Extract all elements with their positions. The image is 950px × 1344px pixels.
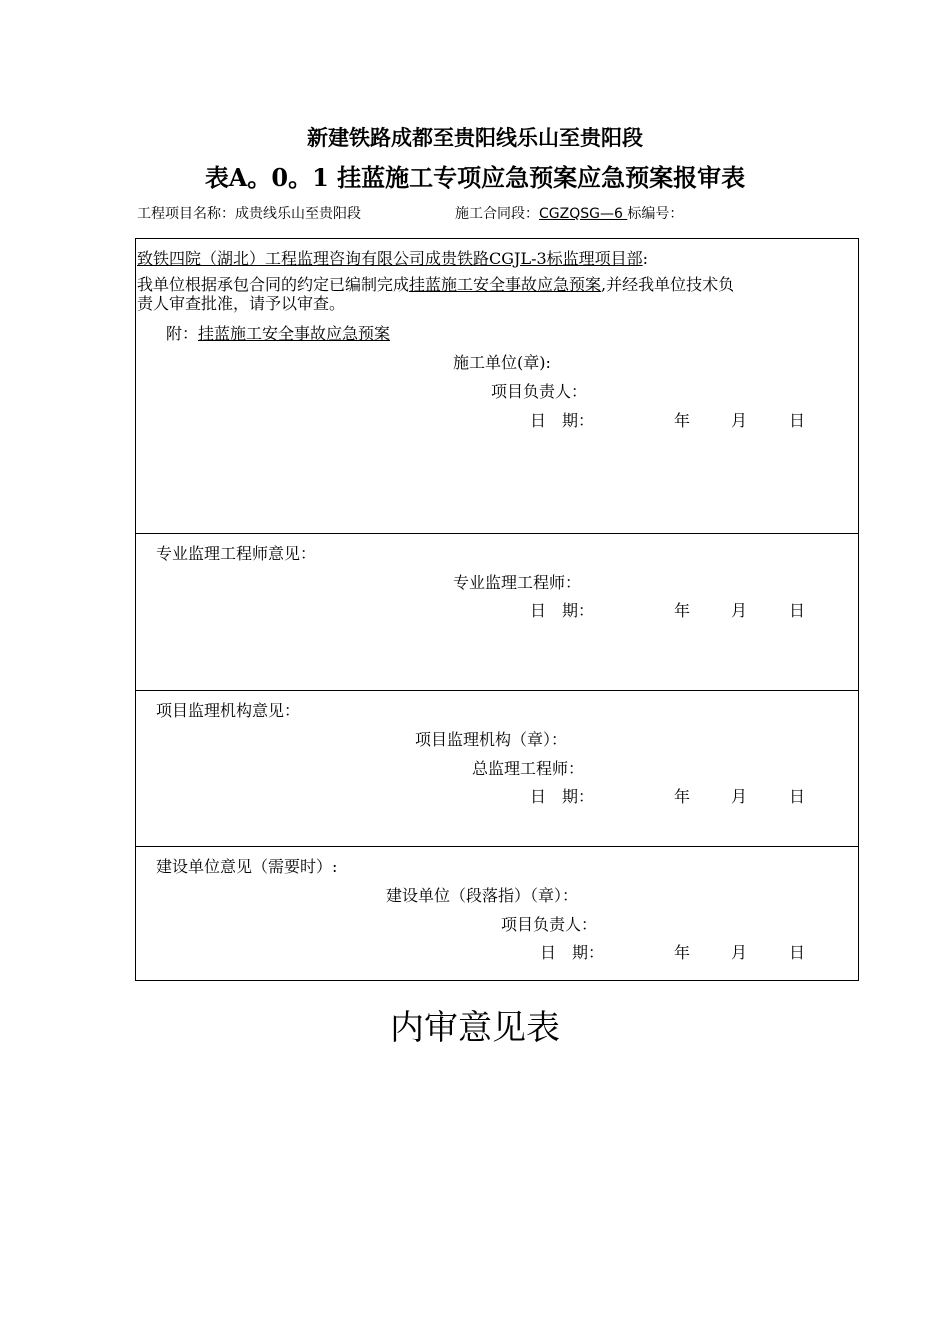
- date-year: 年: [674, 943, 691, 962]
- attachment: 附：挂蓝施工安全事故应急预案: [166, 324, 391, 343]
- date-month: 月: [731, 943, 748, 962]
- date-day: 日: [789, 411, 806, 430]
- divider-3: [135, 846, 859, 847]
- engineer-opinion-heading: 专业监理工程师意见：: [156, 544, 317, 563]
- owner-project-leader: 项目负责人：: [501, 915, 598, 934]
- owner-opinion-heading: 建设单位意见（需要时）:: [156, 857, 338, 876]
- internal-review-title: 内审意见表: [390, 1008, 560, 1048]
- supervision-opinion-heading: 项目监理机构意见：: [156, 701, 301, 720]
- project-leader: 项目负责人：: [491, 382, 588, 401]
- contract-value: CGZQSG—6: [539, 206, 628, 222]
- date-label: 日 期：: [530, 601, 595, 620]
- chief-engineer: 总监理工程师：: [472, 759, 585, 778]
- divider-1: [135, 533, 859, 534]
- construction-unit-seal: 施工单位(章):: [453, 353, 551, 372]
- owner-unit-seal: 建设单位（段落指）（章）：: [386, 886, 579, 905]
- contract-section: [455, 203, 683, 223]
- date-label: 日 期：: [530, 787, 595, 806]
- date-day: 日: [789, 943, 806, 962]
- submission-body-line1: 我单位根据承包合同的约定已编制完成挂蓝施工安全事故应急预案,并经我单位技术负: [137, 275, 735, 294]
- date-day: 日: [789, 601, 806, 620]
- document-title-line1: 新建铁路成都至贵阳线乐山至贵阳段: [307, 125, 643, 150]
- addressee: 致铁四院（湖北）工程监理咨询有限公司成贵铁路CGJL-3标监理项目部:: [137, 249, 649, 268]
- date-month: 月: [731, 411, 748, 430]
- specialist-engineer: 专业监理工程师：: [453, 573, 582, 592]
- date-year: 年: [674, 601, 691, 620]
- contract-label: 施工合同段：: [455, 206, 539, 222]
- date-year: 年: [674, 411, 691, 430]
- project-name: 工程项目名称：成贵线乐山至贵阳段: [137, 206, 361, 222]
- date-month: 月: [731, 601, 748, 620]
- date-label: 日 期：: [530, 411, 595, 430]
- document-title-line2: 表A。0。1 挂蓝施工专项应急预案应急预案报审表: [204, 163, 746, 192]
- plan-name: 挂蓝施工安全事故应急预案: [409, 275, 602, 294]
- date-day: 日: [789, 787, 806, 806]
- submission-body-line2: 责人审查批准，请予以审查。: [137, 294, 346, 313]
- number-label: 标编号：: [627, 206, 684, 222]
- date-month: 月: [731, 787, 748, 806]
- divider-2: [135, 690, 859, 691]
- date-year: 年: [674, 787, 691, 806]
- date-label: 日 期：: [540, 943, 605, 962]
- attachment-name: 挂蓝施工安全事故应急预案: [198, 324, 391, 343]
- addressee-org: 致铁四院（湖北）工程监理咨询有限公司成贵铁路CGJL-3标监理项目部: [137, 249, 643, 268]
- supervision-org-seal: 项目监理机构（章）：: [415, 730, 568, 749]
